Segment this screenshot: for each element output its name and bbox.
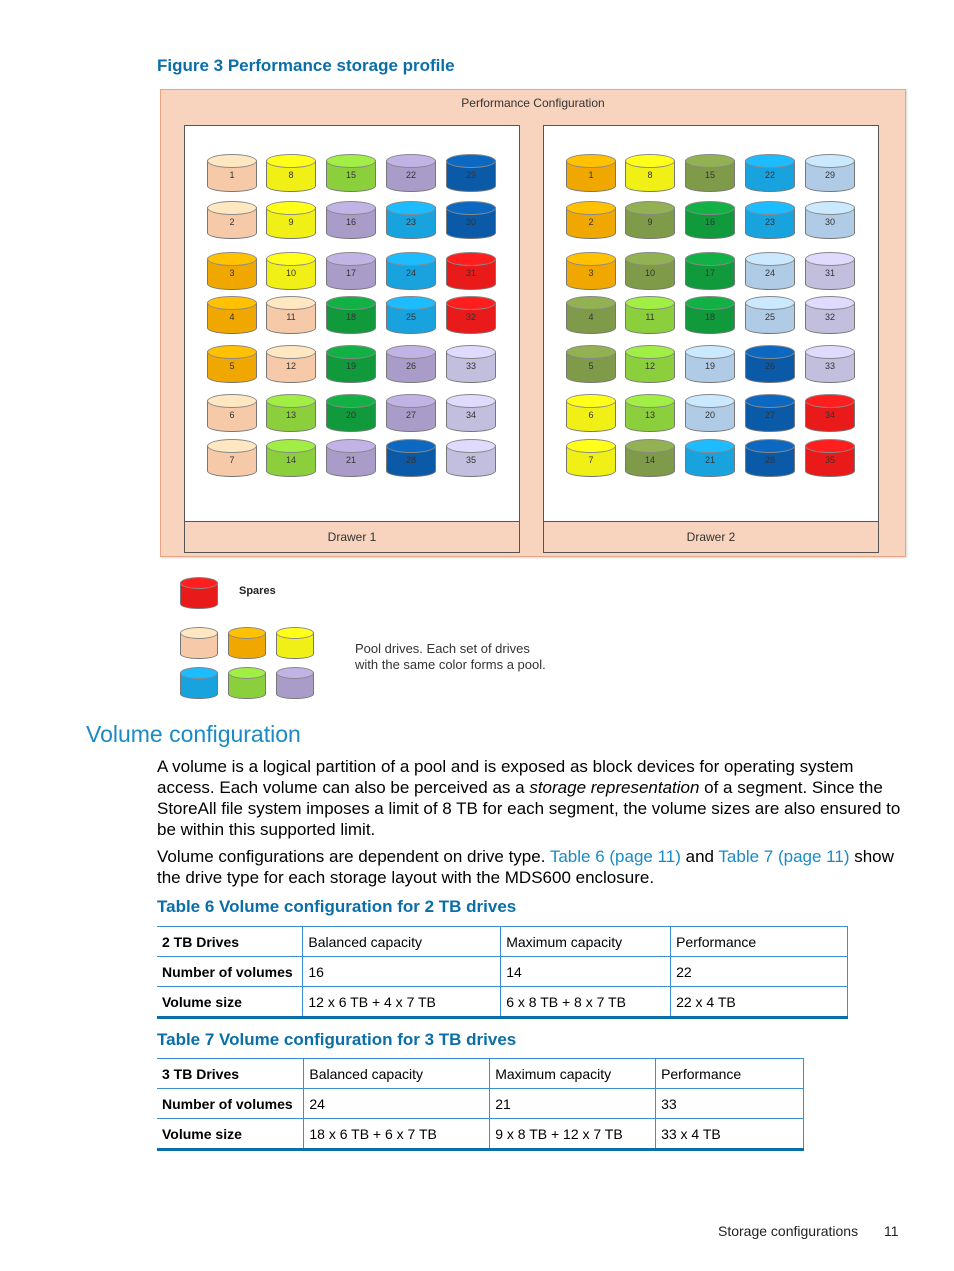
drive-number: 3 [229, 268, 235, 278]
drive-number: 30 [465, 217, 476, 227]
text: Volume configurations are dependent on drive type. [157, 847, 550, 866]
page-number: 11 [884, 1223, 899, 1239]
drive-icon [745, 252, 795, 290]
drive-number: 26 [405, 361, 416, 371]
drive-number: 29 [465, 170, 476, 180]
footer-section-title: Storage configurations [718, 1223, 859, 1239]
drive-number: 20 [345, 410, 356, 420]
drive-icon [207, 154, 257, 192]
drive-icon [745, 345, 795, 383]
drive-number: 8 [288, 170, 294, 180]
drive-number: 33 [824, 361, 835, 371]
drive-number: 26 [764, 361, 775, 371]
drive-icon [386, 394, 436, 432]
drive-number: 24 [764, 268, 775, 278]
drive-icon [386, 154, 436, 192]
drive-icon [386, 439, 436, 477]
paragraph-drive-type [157, 846, 902, 888]
pool-drive-icon [276, 627, 314, 659]
column-header: Maximum capacity [490, 1059, 656, 1089]
drive-icon [326, 345, 376, 383]
column-header: Balanced capacity [304, 1059, 490, 1089]
drive-icon [326, 296, 376, 334]
drive-icon [326, 439, 376, 477]
drive-number: 4 [229, 312, 235, 322]
pool-drive-icon [180, 667, 218, 699]
drive-number: 11 [286, 312, 296, 322]
table-cell: 18 x 6 TB + 6 x 7 TB [304, 1119, 490, 1150]
drawer-label: Drawer 2 [544, 521, 878, 552]
drive-number: 25 [764, 312, 775, 322]
drive-icon [446, 439, 496, 477]
drive-number: 1 [588, 170, 594, 180]
drive-icon [805, 252, 855, 290]
table-cell: Volume size [157, 1119, 304, 1150]
drive-icon [566, 296, 616, 334]
drive-number: 10 [644, 268, 655, 278]
drive-icon [386, 345, 436, 383]
table-cell: 21 [490, 1089, 656, 1119]
drive-icon [326, 394, 376, 432]
drive-number: 23 [405, 217, 416, 227]
drive-icon [207, 252, 257, 290]
drive-number: 28 [764, 455, 775, 465]
column-header: Balanced capacity [303, 927, 501, 957]
table-cell: 22 [671, 957, 848, 987]
table-6-caption: Table 6 Volume configuration for 2 TB drives [157, 897, 517, 916]
drive-number: 30 [824, 217, 835, 227]
drive-number: 17 [345, 268, 356, 278]
drive-icon [805, 154, 855, 192]
drive-icon [266, 394, 316, 432]
drive-number: 3 [588, 268, 594, 278]
table-6 [157, 926, 848, 1019]
drive-number: 11 [645, 312, 655, 322]
column-header: Performance [656, 1059, 804, 1089]
figure-caption: Figure 3 Performance storage profile [157, 56, 455, 75]
drive-icon [685, 345, 735, 383]
table-cell: Number of volumes [157, 1089, 304, 1119]
table-7-caption: Table 7 Volume configuration for 3 TB drives [157, 1030, 517, 1049]
table-7 [157, 1058, 804, 1151]
drive-icon [386, 252, 436, 290]
drive-number: 1 [229, 170, 235, 180]
pool-legend-drives [180, 627, 320, 699]
table-cell: Volume size [157, 987, 303, 1018]
drawer-1 [184, 125, 520, 553]
drive-icon [207, 439, 257, 477]
column-header: Performance [671, 927, 848, 957]
drive-icon [685, 252, 735, 290]
drive-icon [566, 154, 616, 192]
drive-number: 19 [704, 361, 715, 371]
column-header: 2 TB Drives [157, 927, 303, 957]
table-header-row [157, 1059, 804, 1089]
table-cell: Number of volumes [157, 957, 303, 987]
text: and [680, 847, 719, 866]
drive-number: 28 [405, 455, 416, 465]
drive-icon [805, 201, 855, 239]
drive-number: 6 [588, 410, 594, 420]
drive-icon [625, 439, 675, 477]
drive-number: 23 [764, 217, 775, 227]
text: of a segment. Since the StoreAll file system imposes a limit of 8 TB for each segment, the volume sizes are also ensured to be within this supported limit. [157, 778, 901, 839]
drive-icon [207, 394, 257, 432]
drive-icon [266, 296, 316, 334]
drive-icon [266, 345, 316, 383]
drive-number: 32 [465, 312, 476, 322]
table-7-link[interactable]: Table 7 (page 11) [718, 847, 850, 866]
table-cell: 9 x 8 TB + 12 x 7 TB [490, 1119, 656, 1150]
drive-number: 21 [704, 455, 715, 465]
table-6-link[interactable]: Table 6 (page 11) [549, 847, 681, 866]
drive-icon [805, 439, 855, 477]
drive-number: 4 [588, 312, 594, 322]
table-cell: 22 x 4 TB [671, 987, 848, 1018]
drive-number: 18 [704, 312, 715, 322]
drive-icon [386, 296, 436, 334]
drive-number: 22 [405, 170, 416, 180]
drive-icon [446, 296, 496, 334]
drive-number: 34 [465, 410, 476, 420]
table-cell: 16 [303, 957, 501, 987]
figure-title: Performance Configuration [461, 96, 605, 110]
pool-drive-icon [180, 627, 218, 659]
drive-icon [745, 201, 795, 239]
drive-icon [625, 154, 675, 192]
drive-number: 16 [345, 217, 356, 227]
drive-icon [446, 154, 496, 192]
drive-number: 24 [405, 268, 416, 278]
drive-icon [566, 394, 616, 432]
drive-icon [566, 201, 616, 239]
drive-icon [625, 296, 675, 334]
drive-icon [566, 345, 616, 383]
section-heading: Volume configuration [86, 721, 301, 747]
drive-icon [386, 201, 436, 239]
table-header-row [157, 927, 848, 957]
drive-number: 8 [647, 170, 653, 180]
drive-number: 6 [229, 410, 235, 420]
drive-icon [266, 252, 316, 290]
drive-icon [625, 201, 675, 239]
table-cell: 33 x 4 TB [656, 1119, 804, 1150]
drive-number: 29 [824, 170, 835, 180]
drive-number: 15 [345, 170, 356, 180]
drive-number: 35 [824, 455, 835, 465]
drive-number: 2 [229, 217, 235, 227]
drive-icon [805, 296, 855, 334]
drive-number: 7 [588, 455, 594, 465]
drive-number: 12 [285, 361, 296, 371]
drive-icon [566, 252, 616, 290]
drive-number: 13 [285, 410, 296, 420]
drive-icon [745, 394, 795, 432]
drive-icon [266, 439, 316, 477]
column-header: Maximum capacity [501, 927, 671, 957]
drive-icon [745, 439, 795, 477]
drive-number: 35 [465, 455, 476, 465]
drive-icon [326, 252, 376, 290]
drive-number: 31 [465, 268, 476, 278]
pool-drive-icon [228, 667, 266, 699]
drive-icon [326, 201, 376, 239]
drive-number: 14 [285, 455, 296, 465]
drive-icon [805, 345, 855, 383]
table-row [157, 987, 848, 1018]
table-cell: 12 x 6 TB + 4 x 7 TB [303, 987, 501, 1018]
drive-icon [446, 394, 496, 432]
table-row [157, 1089, 804, 1119]
drive-number: 10 [285, 268, 296, 278]
drive-icon [566, 439, 616, 477]
pool-drive-icon [276, 667, 314, 699]
pool-drives-label: Pool drives. Each set of drives with the same color forms a pool. [355, 641, 546, 672]
drive-number: 14 [644, 455, 655, 465]
spares-legend-drive-icon [180, 577, 218, 609]
drive-number: 22 [764, 170, 775, 180]
emphasis: storage representation [529, 778, 700, 797]
drive-number: 16 [704, 217, 715, 227]
drive-number: 12 [644, 361, 655, 371]
drive-icon [745, 154, 795, 192]
drive-icon [207, 345, 257, 383]
drive-icon [685, 201, 735, 239]
drive-number: 5 [229, 361, 235, 371]
drive-icon [625, 345, 675, 383]
drive-number: 20 [704, 410, 715, 420]
drive-number: 27 [405, 410, 416, 420]
drive-number: 34 [824, 410, 835, 420]
drive-number: 31 [824, 268, 835, 278]
drive-number: 2 [588, 217, 594, 227]
drive-number: 9 [647, 217, 653, 227]
text: show the drive type for each storage layout with the MDS600 enclosure. [157, 847, 894, 887]
column-header: 3 TB Drives [157, 1059, 304, 1089]
drive-icon [446, 252, 496, 290]
drive-number: 15 [704, 170, 715, 180]
table-row [157, 1119, 804, 1150]
drive-icon [266, 201, 316, 239]
drive-icon [207, 296, 257, 334]
drive-icon [685, 154, 735, 192]
drive-number: 27 [764, 410, 775, 420]
drive-icon [685, 296, 735, 334]
drive-number: 13 [644, 410, 655, 420]
drive-number: 18 [345, 312, 356, 322]
drive-icon [266, 154, 316, 192]
performance-configuration-figure [160, 89, 906, 557]
drive-number: 9 [288, 217, 294, 227]
drive-number: 17 [704, 268, 715, 278]
text: A volume is a logical partition of a pool and is exposed as block devices for operating system access. Each volume can also be perceived as a [157, 757, 854, 797]
table-cell: 24 [304, 1089, 490, 1119]
drive-number: 21 [345, 455, 356, 465]
drive-number: 7 [229, 455, 235, 465]
paragraph-volume-definition [157, 756, 902, 840]
drive-icon [625, 394, 675, 432]
drive-number: 19 [345, 361, 356, 371]
drawer-2 [543, 125, 879, 553]
drive-icon [446, 201, 496, 239]
drive-icon [745, 296, 795, 334]
drive-icon [685, 439, 735, 477]
drive-number: 33 [465, 361, 476, 371]
drive-icon [446, 345, 496, 383]
drive-icon [625, 252, 675, 290]
drive-icon [805, 394, 855, 432]
table-cell: 14 [501, 957, 671, 987]
drive-icon [685, 394, 735, 432]
spares-label: Spares [239, 585, 276, 597]
drive-icon [207, 201, 257, 239]
pool-drive-icon [228, 627, 266, 659]
drive-number: 25 [405, 312, 416, 322]
drawer-label: Drawer 1 [185, 521, 519, 552]
drive-number: 5 [588, 361, 594, 371]
drive-number: 32 [824, 312, 835, 322]
table-row [157, 957, 848, 987]
drive-icon [326, 154, 376, 192]
table-cell: 6 x 8 TB + 8 x 7 TB [501, 987, 671, 1018]
table-cell: 33 [656, 1089, 804, 1119]
